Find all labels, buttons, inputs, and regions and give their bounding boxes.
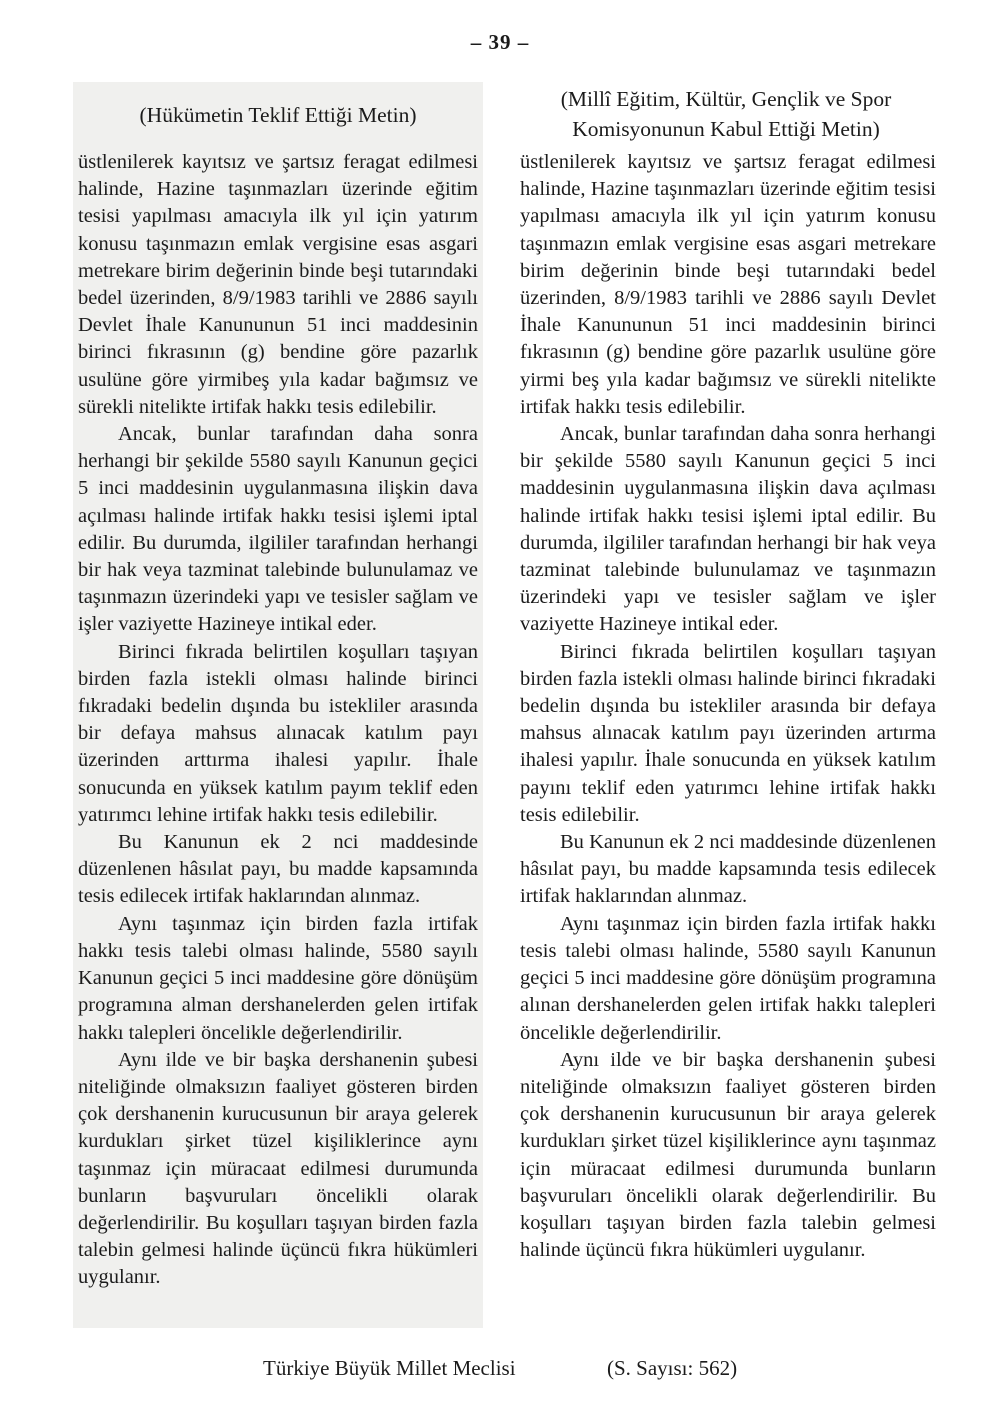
footer-document-number: (S. Sayısı: 562) [607, 1356, 738, 1380]
paragraph: Ancak, bunlar tarafından daha sonra herhangi bir şekilde 5580 sayılı Kanunun geçici 5 inci maddesinin uygulanmasına ilişkin dava açılması halinde irtifak hakkı tesisi işlemi iptal edilir. Bu durumda, ilgililer tarafından herhangi bir hak veya tazminat talebinde bulunulamaz ve taşınmazın üzerindeki yapı ve tesisler sağlam ve işler vaziyette Hazineye intikal eder. [78, 423, 478, 636]
paragraph: Birinci fıkrada belirtilen koşulları taşıyan birden fazla istekli olması halinde birinci fıkradaki bedelin dışında bu istekliler arasında bir defaya mahsus alınacak katılım payı üzerinden arttırma ihalesi yapılır. İhale sonucunda en yüksek katılım payım teklif eden yatırımcı lehine irtifak hakkı tesis edilebilir. [78, 640, 478, 826]
left-column-body [78, 149, 478, 1292]
paragraph: üstlenilerek kayıtsız ve şartsız feragat edilmesi halinde, Hazine taşınmazları üzerinde eğitim tesisi yapılması amacıyla ilk yıl için yatırım konusu taşınmazın emlak vergisine esas asgari metrekare birim değerinin binde beşi tutarındaki bedel üzerinden, 8/9/1983 tarihli ve 2886 sayılı Devlet İhale Kanununun 51 inci maddesinin birinci fıkrasının (g) bendine göre pazarlık usulüne göre yirmibeş yıla kadar bağımsız ve sürekli nitelikte irtifak hakkı tesis edilebilir. [78, 151, 478, 418]
right-column-header [514, 84, 938, 144]
paragraph: Bu Kanunun ek 2 nci maddesinde düzenlenen hâsılat payı, bu madde kapsamında tesis edilecek irtifak haklarından alınmaz. [520, 831, 936, 908]
page-number: – 39 – [470, 30, 530, 54]
paragraph: Aynı ilde ve bir başka dershanenin şubesi niteliğinde olmaksızın faaliyet gösteren birden çok dershanenin kurucusunun bir araya gelerek kurdukları şirket tüzel kişiliklerince aynı taşınmaz için müracaat edilmesi durumunda bunların başvuruları öncelikli olarak değerlendirilir. Bu koşulları taşıyan birden fazla talebin gelmesi halinde üçüncü fıkra hükümleri uygulanır. [520, 1048, 936, 1262]
right-column-body [520, 149, 936, 1264]
paragraph: Aynı taşınmaz için birden fazla irtifak hakkı tesis talebi olması halinde, 5580 sayılı Kanunun geçici 5 inci maddesine göre dönüşüm programına alman dershanelerden gelen irtifak hakkı talepleri öncelikle değerlendirilir. [78, 912, 478, 1044]
paragraph: Ancak, bunlar tarafından daha sonra herhangi bir şekilde 5580 sayılı Kanunun geçici 5 inci maddesinin uygulanmasına ilişkin dava açılması halinde irtifak hakkı tesisi işlemi iptal edilir. Bu durumda, ilgililer tarafından herhangi bir hak veya tazminat talebinde bulunulamaz ve taşınmazın üzerindeki yapı ve tesisler sağlam ve işler vaziyette Hazineye intikal eder. [520, 423, 936, 636]
left-column-header: (Hükümetin Teklif Ettiği Metin) [139, 103, 417, 127]
footer-institution: Türkiye Büyük Millet Meclisi [263, 1356, 516, 1380]
paragraph: Bu Kanunun ek 2 nci maddesinde düzenlenen hâsılat payı, bu madde kapsamında tesis edilecek irtifak haklarından alınmaz. [78, 831, 478, 908]
right-column-header-line2: Komisyonunun Kabul Ettiği Metin) [572, 117, 880, 141]
paragraph: Aynı ilde ve bir başka dershanenin şubesi niteliğinde olmaksızın faaliyet gösteren birden çok dershanenin kurucusunun bir araya gelerek kurdukları şirket tüzel kişiliklerince aynı taşınmaz için müracaat edilmesi durumunda bunların başvuruları öncelikli olarak değerlendirilir. Bu koşulları taşıyan birden fazla talebin gelmesi halinde üçüncü fıkra hükümleri uygulanır. [78, 1048, 478, 1289]
paragraph: üstlenilerek kayıtsız ve şartsız feragat edilmesi halinde, Hazine taşınmazları üzerinde eğitim tesisi yapılması amacıyla ilk yıl için yatırım konusu taşınmazın emlak vergisine esas asgari metrekare birim değerinin binde beşi tutarındaki bedel üzerinden, 8/9/1983 tarihli ve 2886 sayılı Devlet İhale Kanununun 51 inci maddesinin birinci fıkrasının (g) bendine göre pazarlık usulüne göre yirmi beş yıla kadar bağımsız ve sürekli nitelikte irtifak hakkı tesis edilebilir. [520, 151, 936, 418]
paragraph: Birinci fıkrada belirtilen koşulları taşıyan birden fazla istekli olması halinde birinci fıkradaki bedelin dışında bu istekliler arasında bir defaya mahsus alınacak katılım payı üzerinden artırma ihalesi yapılır. İhale sonucunda en yüksek katılım payını teklif eden yatırımcı lehine irtifak hakkı tesis edilebilir. [520, 640, 936, 826]
right-column-header-line1: (Millî Eğitim, Kültür, Gençlik ve Spor [560, 87, 892, 111]
paragraph: Aynı taşınmaz için birden fazla irtifak hakkı tesis talebi olması halinde, 5580 sayılı Kanunun geçici 5 inci maddesine göre dönüşüm programına alınan dershanelerden gelen irtifak hakkı talepleri öncelikle değerlendirilir. [520, 912, 936, 1044]
